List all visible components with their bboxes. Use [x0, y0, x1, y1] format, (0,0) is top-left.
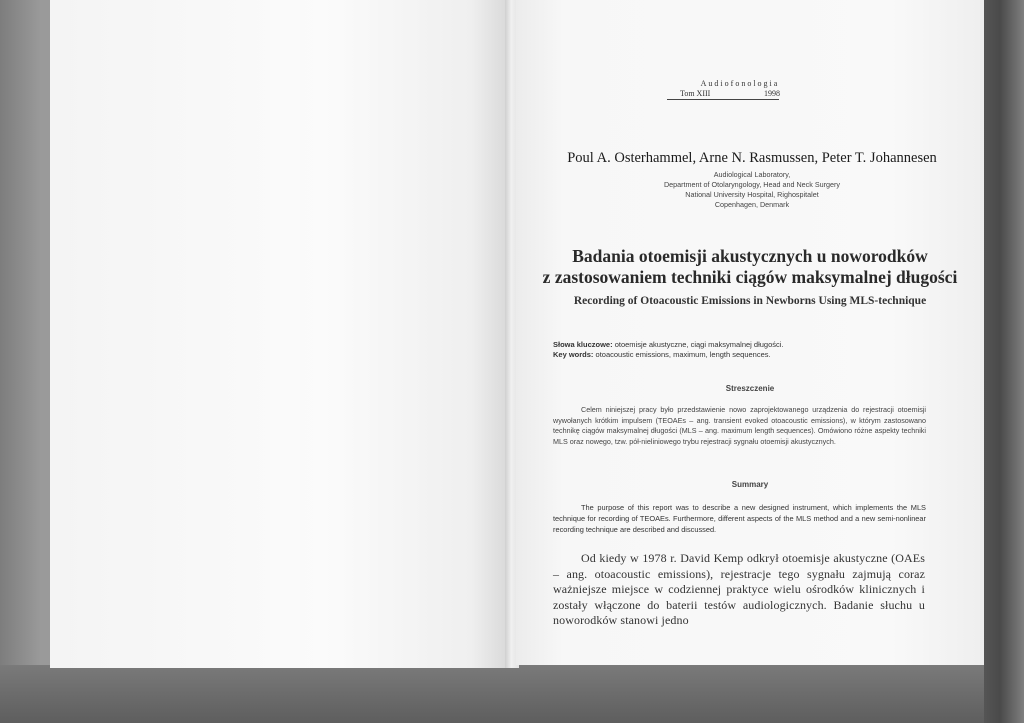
summary-heading: Summary	[731, 480, 769, 489]
keywords-en	[553, 350, 771, 359]
title-pl-line-1: Badania otoemisji akustycznych u noworodków	[572, 246, 928, 266]
body-text: Od kiedy w 1978 r. David Kemp odkrył otoemisje akustyczne (OAEs – ang. otoacoustic emissions), rejestracje tego sygnału zajmują coraz ważniejsze miejsce w codziennej praktyce wielu ośrodków klinicznych i zostały włączone do baterii testów audiologicznych. Badanie słuchu u noworodków stanowi jedno	[553, 551, 925, 627]
streszczenie-body: Celem niniejszej pracy było przedstawienie nowo zaprojektowanego urządzenia do rejestracji otoemisji wywołanych krótkim impulsem (TEOAEs – ang. transient evoked otoacoustic emissions), w którym zastosowano technikę ciągów maksymalnej długości (MLS – ang. maximum length sequences). Omówiono różne aspekty techniki MLS oraz nowego, tzw. pół-nieliniowego trybu rejestracji sygnału otoemisji akustycznych.	[553, 405, 926, 446]
left-blank-page	[50, 0, 508, 668]
keywords-pl	[553, 340, 784, 349]
header-rule	[667, 99, 779, 100]
volume-label: Tom XIII	[680, 89, 711, 98]
keywords-en-label: Key words:	[553, 350, 594, 359]
affiliation-line-4: Copenhagen, Denmark	[714, 200, 790, 209]
keywords-en-text: otoacoustic emissions, maximum, length sequences.	[595, 350, 771, 359]
year-label: 1998	[764, 89, 780, 98]
authors: Poul A. Osterhammel, Arne N. Rasmussen, Peter T. Johannesen	[567, 150, 937, 166]
streszczenie-text	[553, 405, 926, 447]
affiliation-line-2: Department of Otolaryngology, Head and Neck Surgery	[663, 180, 841, 189]
streszczenie-heading: Streszczenie	[725, 384, 775, 393]
book-edge	[984, 0, 1024, 723]
affiliation-line-3: National University Hospital, Righospitalet	[685, 190, 819, 199]
scan-bottom-shadow	[0, 665, 1024, 723]
affiliation-line-1: Audiological Laboratory,	[713, 170, 791, 179]
title-en: Recording of Otoacoustic Emissions in Newborns Using MLS-technique	[573, 295, 927, 307]
summary-body: The purpose of this report was to describe a new designed instrument, which implements the MLS technique for recording of TEOAEs. Furthermore, different aspects of the MLS method and a new semi-nonlinear recording technique are described and discussed.	[553, 503, 926, 534]
keywords-pl-label: Słowa kluczowe:	[553, 340, 613, 349]
summary-text	[553, 502, 926, 535]
title-pl-line-2: z zastosowaniem techniki ciągów maksymalnej długości	[542, 267, 958, 287]
body-paragraph	[553, 551, 925, 629]
keywords-pl-text: otoemisje akustyczne, ciągi maksymalnej długości.	[614, 340, 784, 349]
journal-name: Audiofonologia	[700, 79, 780, 88]
